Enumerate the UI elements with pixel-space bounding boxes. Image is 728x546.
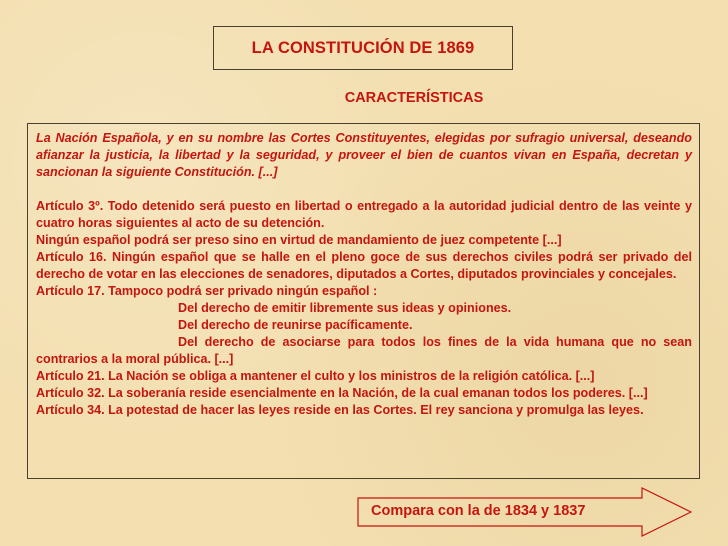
preamble-paragraph: La Nación Española, y en su nombre las Cortes Constituyentes, elegidas por sufragio universal, deseando afianzar la justicia, la libertad y la seguridad, y proveer el bien de cuantos vivan en España, decretan y sancionan la siguiente Constitución. [...] xyxy=(36,131,692,179)
page-title xyxy=(213,26,513,70)
article-17-item-asociacion: Del derecho de asociarse para todos los fines de la vida humana que no sean contrarios a la moral pública. [...] xyxy=(36,335,692,366)
article-34: Artículo 34. La potestad de hacer las leyes reside en las Cortes. El rey sanciona y promulga las leyes. xyxy=(36,403,644,417)
article-3-continued: Ningún español podrá ser preso sino en virtud de mandamiento de juez competente [...] xyxy=(36,233,562,247)
section-subtitle: CARACTERÍSTICAS xyxy=(344,90,484,106)
compare-arrow-button[interactable] xyxy=(357,487,692,537)
article-17-item-ideas: Del derecho de emitir libremente sus ideas y opiniones. xyxy=(178,301,512,315)
page-title-text: LA CONSTITUCIÓN DE 1869 xyxy=(251,38,475,57)
article-17-item-reunion: Del derecho de reunirse pacíficamente. xyxy=(178,318,413,332)
article-32: Artículo 32. La soberanía reside esencialmente en la Nación, de la cual emanan todos los poderes. [...] xyxy=(36,386,648,400)
compare-button-label: Compara con la de 1834 y 1837 xyxy=(371,503,586,519)
constitution-text-panel xyxy=(27,123,700,479)
article-21: Artículo 21. La Nación se obliga a mantener el culto y los ministros de la religión católica. [...] xyxy=(36,369,595,383)
article-16: Artículo 16. Ningún español que se halle en el pleno goce de sus derechos civiles podrá ser privado del derecho de votar en las elecciones de senadores, diputados a Cortes, diputados provinciales y concejales. xyxy=(36,250,692,281)
article-17: Artículo 17. Tampoco podrá ser privado ningún español : xyxy=(36,284,378,298)
article-3: Artículo 3º. Todo detenido será puesto en libertad o entregado a la autoridad judicial dentro de las veinte y cuatro horas siguientes al acto de su detención. xyxy=(36,199,692,230)
